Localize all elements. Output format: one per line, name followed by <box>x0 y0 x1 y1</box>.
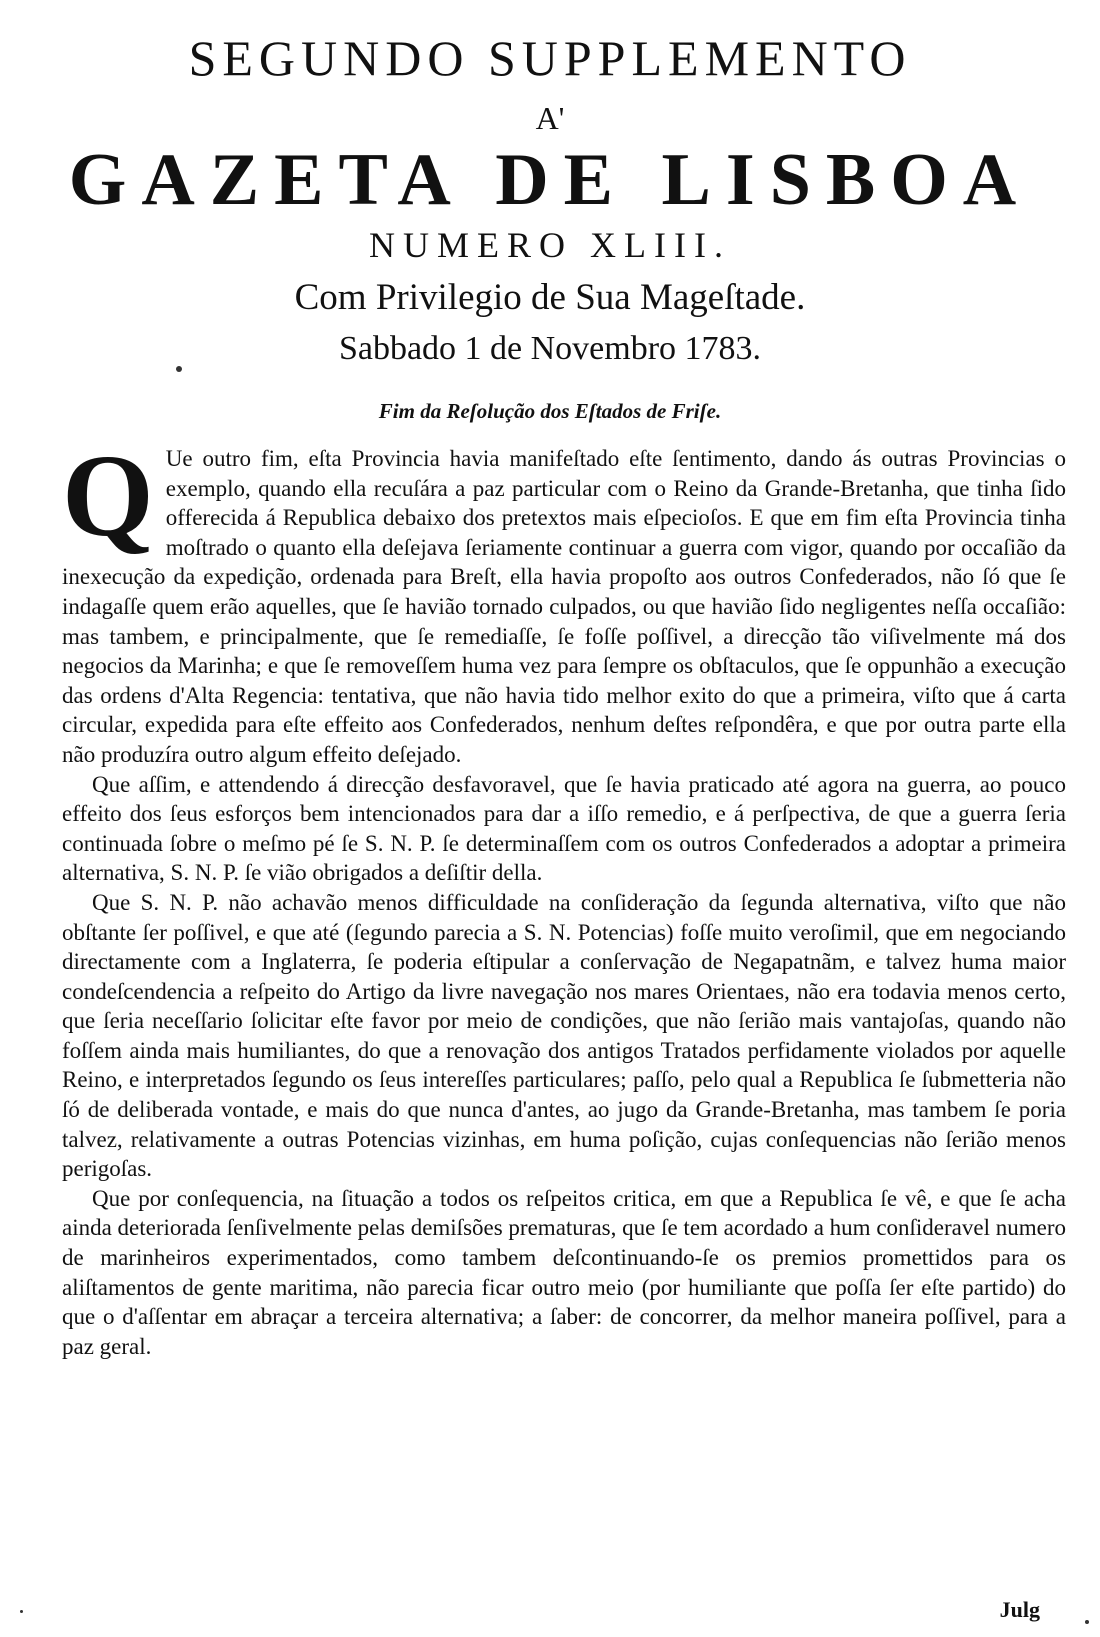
masthead-privilege: Com Privilegio de Sua Mageſtade. <box>294 277 806 318</box>
ink-speck <box>176 366 182 372</box>
paragraph-1 <box>62 430 1066 770</box>
article-body <box>62 430 1066 1361</box>
masthead-preposition: A' <box>535 100 565 136</box>
paragraph-1-text: Ue outro fim, eſta Provincia havia manifeſtado eſte ſentimento, dando ás outras Provincias o exemplo, quando ella recuſára a paz particular com o Reino da Grande-Bretanha, que tinha ſido offerecida á Republica debaixo dos pretextos mais eſpecioſos. E que em fim eſta Provincia tinha moſtrado o quanto ella deſejava ſeriamente continuar a guerra com vigor, quando por occaſião da inexecução da expedição, ordenada para Breſt, ella havia propoſto aos outros Confederados, não ſó que ſe indagaſſe quem erão aquelles, que ſe havião tornado culpados, ou que havião ſido negligentes neſſa occaſião: mas tambem, e principalmente, que ſe remediaſſe, ſe foſſe poſſivel, a direcção tão viſivelmente má dos negocios da Marinha; e que ſe removeſſem huma vez para ſempre os obſtaculos, que ſe oppunhão a execução das ordens d'Alta Regencia: tentativa, que não havia tido melhor exito do que a primeira, viſto que á carta circular, expedida para eſte effeito aos Confederados, nenhum deſtes reſpondêra, e que por outra parte ella não produzíra outro algum effeito deſejado. <box>62 446 1066 767</box>
paragraph-3: Que S. N. P. não achavão menos difficuldade na conſideração da ſegunda alternativa, viſto que não obſtante ſer poſſivel, e que até (ſegundo parecia a S. N. Potencias) foſſe muito veroſimil, que em negociando directamente com a Inglaterra, ſe poderia eſtipular a conſervação de Negapatnãm, e talvez huma maior condeſcendencia a reſpeito do Artigo da livre navegação nos mares Orientaes, não era todavia menos certo, que ſeria neceſſario ſolicitar eſte favor por meio de condições, que não ſerião mais vantajoſas, quando não foſſem ainda mais humiliantes, do que a renovação dos antigos Tratados perfidamente violados por aquelle Reino, e interpretados ſegundo os ſeus intereſſes particulares; paſſo, pelo qual a Republica ſe ſubmetteria não ſó de deliberada vontade, e mais do que nunca d'antes, ao jugo da Grande-Bretanha, mas tambem ſe poria talvez, relativamente a outras Potencias vizinhas, em huma poſição, cujas conſequencias não ſerião menos perigoſas. <box>62 889 1066 1182</box>
masthead-supplement-title: SEGUNDO SUPPLEMENTO <box>188 30 912 86</box>
article-subheading: Fim da Reſolução dos Eſtados de Friſe. <box>378 399 722 423</box>
masthead-newspaper-title: GAZETA DE LISBOA <box>68 139 1032 221</box>
ink-speck <box>1085 1620 1089 1624</box>
ink-speck <box>20 1610 23 1613</box>
masthead-issue-number: NUMERO XLIII. <box>369 225 731 265</box>
catchword: Julg <box>999 1597 1040 1622</box>
drop-cap: Q <box>62 430 154 561</box>
paragraph-4: Que por conſequencia, na ſituação a todos os reſpeitos critica, em que a Republica ſe vê, e que ſe acha ainda deteriorada ſenſivelmente pelas demiſsões prematuras, que ſe tem acordado a hum conſideravel numero de marinheiros experimentados, como tambem deſcontinuando-ſe os premios promettidos para os aliſtamentos de gente maritima, não parecia ficar outro meio (por humiliante que poſſa ſer eſte partido) do que o d'aſſentar em abraçar a terceira alternativa; a ſaber: de concorrer, da melhor maneira poſſivel, para a paz geral. <box>62 1185 1066 1359</box>
paragraph-2: Que aſſim, e attendendo á direcção desfavoravel, que ſe havia praticado até agora na guerra, ao pouco effeito dos ſeus esforços bem intencionados para dar a iſſo remedio, e á perſpectiva, de que a guerra ſeria continuada ſobre o meſmo pé ſe S. N. P. ſe determinaſſem com os outros Confederados a adoptar a primeira alternativa, S. N. P. ſe vião obrigados a deſiſtir della. <box>62 771 1066 886</box>
masthead-date: Sabbado 1 de Novembro 1783. <box>338 330 762 367</box>
